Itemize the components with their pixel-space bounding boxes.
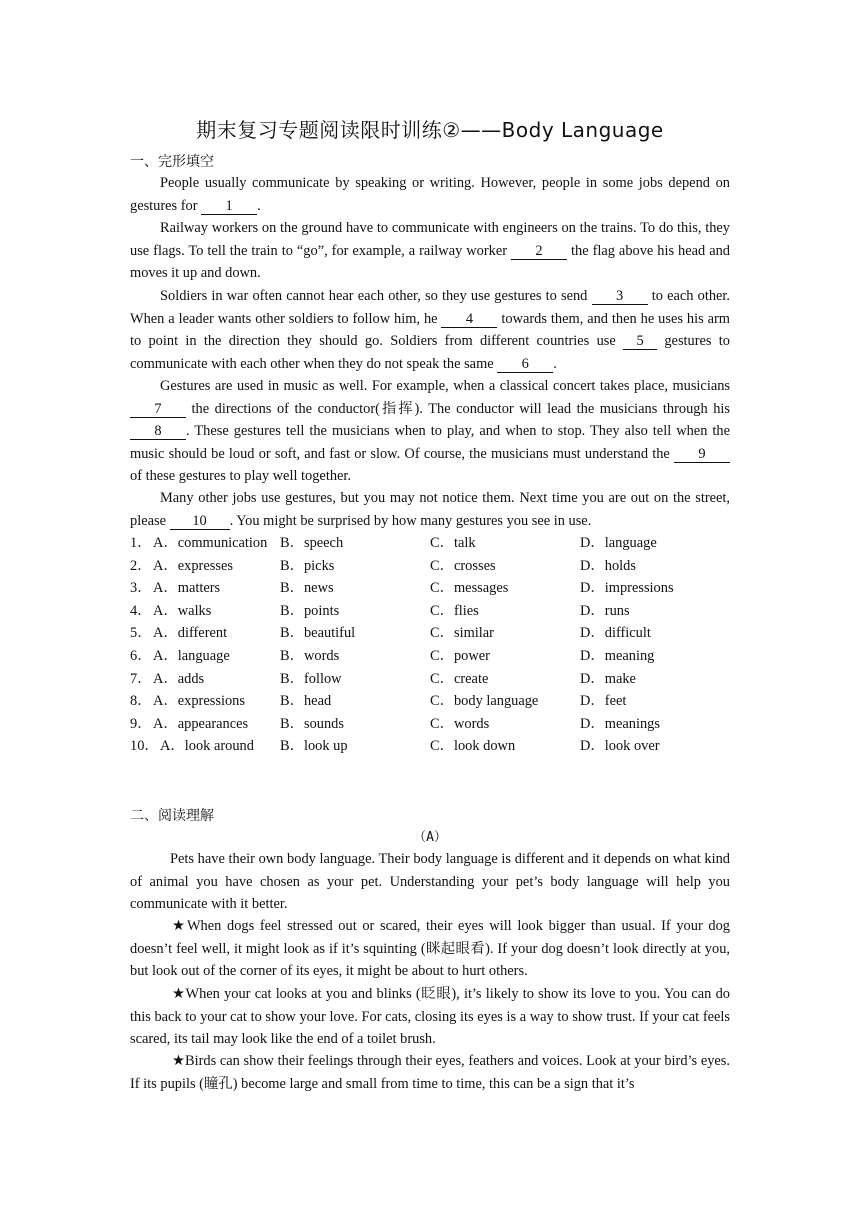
cloze-paragraph-1 [130, 172, 730, 217]
option-c: C．body language [430, 693, 539, 710]
blank-7: 7 [130, 402, 186, 418]
blank-6: 6 [497, 357, 553, 373]
options-list [130, 532, 730, 758]
option-row [130, 645, 730, 668]
option-a: A．expressions [153, 693, 245, 710]
option-row [130, 532, 730, 555]
question-number: 1． [130, 535, 152, 551]
option-d: D．meaning [580, 647, 655, 664]
option-c: C．flies [430, 602, 479, 619]
reading-paragraph-1: Pets have their own body language. Their body language is different and it depends on what kind of animal you have chosen as your pet. Understanding your pet’s body language will help you communicate with it better. [130, 851, 730, 913]
option-c: C．talk [430, 535, 476, 551]
option-c: C．power [430, 647, 490, 664]
question-number: 4． [130, 602, 152, 619]
option-d: D．difficult [580, 625, 651, 642]
question-number: 6． [130, 647, 152, 664]
option-row [130, 713, 730, 736]
option-d: D．impressions [580, 580, 674, 597]
reading-paragraph-birds: ★Birds can show their feelings through their eyes, feathers and voices. Look at your bird’s eyes. If its pupils (瞳孔) become large and small from time to time, this can be a sign that it’s [130, 1053, 730, 1092]
text: . These gestures tell the musicians when to play, and when to stop. They also tell when the music should be loud or soft, and fast or slow. Of course, the musicians must understand the [130, 423, 730, 462]
reading-paragraph-cats: ★When your cat looks at you and blinks (眨眼), it’s likely to show its love to you. You can do this back to your cat to show your love. For cats, closing its eyes is a way to show trust. If your cat feels scared, its tail may look like the end of a toilet brush. [130, 986, 730, 1048]
section-heading-reading: 二、阅读理解 [130, 808, 214, 824]
option-b: B．words [280, 647, 340, 664]
question-number: 9． [130, 715, 152, 732]
cloze-paragraph-5 [130, 487, 730, 532]
option-c: C．crosses [430, 557, 496, 574]
option-b: B．news [280, 580, 334, 597]
text: Gestures are used in music as well. For example, when a classical concert takes place, musicians [160, 378, 730, 394]
text: of these gestures to play well together. [130, 468, 351, 485]
option-a: A．different [153, 625, 228, 642]
blank-8: 8 [130, 424, 186, 440]
option-b: B．sounds [280, 715, 344, 732]
option-d: D．look over [580, 738, 660, 755]
passage-label: （A） [413, 830, 447, 845]
blank-2: 2 [511, 244, 567, 260]
question-number: 2． [130, 557, 152, 574]
text: . You might be surprised by how many gestures you see in use. [229, 512, 592, 529]
text: Many other jobs use gestures, but you may not notice them. Next time you are out on the street, please [130, 490, 730, 529]
text: gestures to communicate with each other when they do not speak the same [130, 333, 731, 372]
option-a: A．adds [153, 670, 205, 687]
reading-paragraph-dogs: ★When dogs feel stressed out or scared, their eyes will look bigger than usual. If your dog doesn’t feel well, it might look as if it’s squinting (眯起眼看). If your dog doesn’t look directly at you, but look out of the corner of its eyes, it might be about to hurt others. [130, 918, 730, 980]
question-number: 5． [130, 625, 152, 642]
option-d: D．language [580, 535, 657, 551]
option-row [130, 622, 730, 645]
option-d: D．runs [580, 602, 630, 619]
option-row [130, 555, 730, 578]
text: the directions of the conductor(指挥). The conductor will lead the musicians through his [186, 400, 730, 417]
question-number: 8． [130, 693, 152, 710]
option-row [130, 600, 730, 623]
option-row [130, 735, 730, 758]
cloze-paragraph-2 [130, 217, 730, 285]
option-c: C．create [430, 670, 489, 687]
blank-5: 5 [623, 334, 657, 350]
question-number: 3． [130, 580, 152, 597]
option-a: A．look around [160, 738, 254, 755]
text: . [553, 355, 557, 372]
blank-1: 1 [201, 199, 257, 215]
option-d: D．holds [580, 557, 636, 574]
text: Soldiers in war often cannot hear each other, so they use gestures to send [160, 288, 592, 304]
blank-10: 10 [170, 514, 230, 530]
option-c: C．messages [430, 580, 509, 597]
text: towards them, and then he uses his arm to point in the direction they should go. Soldiers from different countries use [130, 310, 730, 350]
cloze-paragraph-3 [130, 285, 730, 375]
text: Railway workers on the ground have to communicate with engineers on the trains. To do this, they use flags. To tell the train to “go”, for example, a railway worker [130, 220, 730, 259]
option-b: B．picks [280, 557, 335, 574]
option-b: B．beautiful [280, 625, 356, 642]
option-d: D．make [580, 670, 636, 687]
text: . [257, 197, 261, 214]
cloze-paragraph-4 [130, 375, 730, 488]
option-a: A．communication [153, 535, 268, 551]
blank-9: 9 [674, 447, 730, 463]
option-a: A．expresses [153, 557, 233, 574]
option-b: B．speech [280, 535, 344, 551]
option-row [130, 577, 730, 600]
option-a: A．matters [153, 580, 221, 597]
text: People usually communicate by speaking or writing. However, people in some jobs depend on gestures for [130, 175, 730, 214]
option-row [130, 668, 730, 691]
document-title: 期末复习专题阅读限时训练②——Body Language [196, 118, 664, 142]
option-c: C．look down [430, 738, 516, 755]
section-heading-cloze: 一、完形填空 [130, 154, 214, 170]
question-number: 7． [130, 670, 152, 687]
option-a: A．walks [153, 602, 212, 619]
blank-4: 4 [441, 312, 497, 328]
option-c: C．similar [430, 625, 494, 642]
option-b: B．look up [280, 738, 348, 755]
blank-3: 3 [592, 289, 648, 305]
text: the flag above his head and moves it up and down. [130, 242, 730, 282]
option-c: C．words [430, 715, 490, 732]
option-row [130, 690, 730, 713]
question-number: 10． [130, 738, 159, 755]
option-d: D．feet [580, 693, 627, 710]
option-a: A．language [153, 647, 230, 664]
option-d: D．meanings [580, 715, 660, 732]
option-b: B．head [280, 693, 332, 710]
option-a: A．appearances [153, 715, 249, 732]
option-b: B．follow [280, 670, 342, 687]
text: to each other. When a leader wants other soldiers to follow him, he [130, 288, 731, 327]
option-b: B．points [280, 602, 340, 619]
